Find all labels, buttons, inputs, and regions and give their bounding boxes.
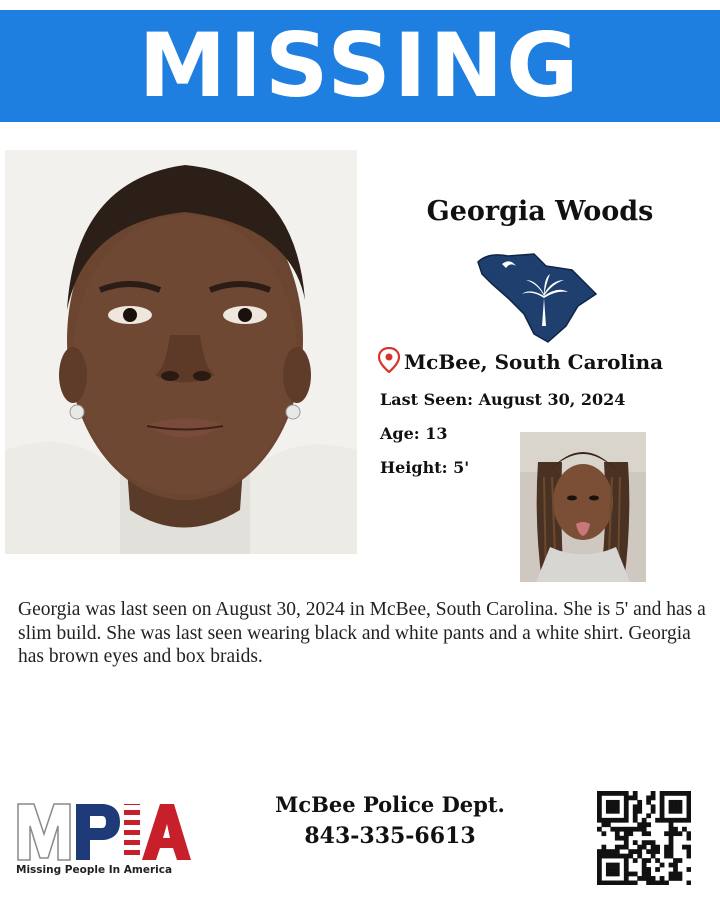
description: Georgia was last seen on August 30, 2024 in McBee, South Carolina. She is 5' and has a slim build. She was last seen wearing black and white pants and a white shirt. Georgia has brown eyes and box braids.	[18, 599, 706, 667]
last-seen: Last Seen: August 30, 2024	[380, 390, 626, 409]
mpia-logo	[16, 800, 191, 882]
location-text: McBee, South Carolina	[404, 350, 664, 374]
age: Age: 13	[380, 424, 448, 443]
contact-block	[240, 790, 540, 852]
main-photo	[5, 150, 357, 554]
location-line	[378, 347, 663, 377]
map-pin-icon	[378, 347, 400, 377]
banner-title: MISSING	[138, 14, 582, 117]
phone-number[interactable]: 843-335-6613	[304, 823, 476, 849]
missing-banner	[0, 10, 720, 122]
person-name: Georgia Woods	[426, 196, 654, 227]
south-carolina-map-icon	[474, 248, 600, 344]
logo-tagline: Missing People In America	[16, 864, 173, 876]
secondary-photo	[520, 432, 646, 582]
police-department: McBee Police Dept.	[275, 792, 505, 817]
qr-code-icon[interactable]	[597, 791, 691, 885]
height: Height: 5'	[380, 458, 470, 477]
